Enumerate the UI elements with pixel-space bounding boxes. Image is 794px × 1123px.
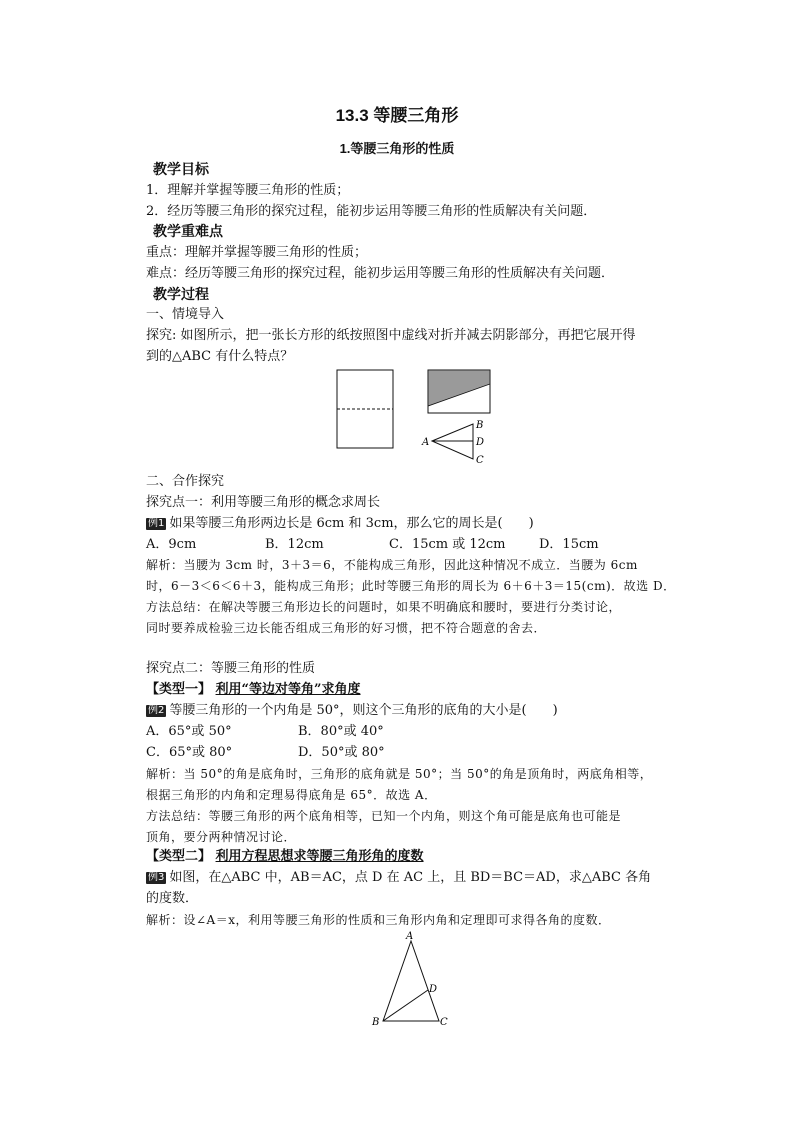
shaded-region [428,370,490,406]
example-1-option-d: D．15cm [539,537,599,552]
example-1-tag: 例1 [148,518,165,529]
page-subtitle: 1.等腰三角形的性质 [339,141,455,156]
example-2-analysis-2: 根据三角形的内角和定理易得底角是 65°．故选 A． [146,788,437,802]
explore-text-2: 到的△ABC 有什么特点？ [146,349,294,364]
goals-heading: 教学目标 [153,161,209,177]
example-2-summary-2: 顶角，要分两种情况讨论． [146,830,297,844]
key-difficulty: 难点：经历等腰三角形的探究过程，能初步运用等腰三角形的性质解决有关问题． [146,266,615,281]
goal-item-1: 1．理解并掌握等腰三角形的性质； [146,183,350,198]
triangle-abd-figure [365,928,455,1030]
example-2-tag: 例2 [148,705,165,716]
example-1-question: 例1 如果等腰三角形两边长是 6cm 和 3cm，那么它的周长是( ) [148,516,534,531]
example-2-option-a: A．65°或 50° [146,724,232,739]
process-heading: 教学过程 [153,286,209,302]
example-2-question: 例2 等腰三角形的一个内角是 50°，则这个三角形的底角的大小是( ) [148,703,558,718]
key-focus: 重点：理解并掌握等腰三角形的性质； [146,245,368,260]
label-d: D [476,437,485,448]
label-a: A [422,437,430,448]
example-3-tag: 例3 [148,872,165,883]
label-b-2: B [372,1017,380,1028]
example-3-question-1: 例3 如图，在△ABC 中，AB＝AC，点 D 在 AC 上，且 BD＝BC＝AD，求△ABC 各角 [148,870,652,885]
label-c: C [476,455,484,466]
section-2-heading: 二、合作探究 [146,474,225,489]
example-2-summary-1: 方法总结：等腰三角形的两个底角相等，已知一个内角，则这个角可能是底角也可能是 [146,809,622,823]
segment-bd [383,990,428,1021]
section-1-heading: 一、情境导入 [146,307,225,322]
example-2-option-d: D．50°或 80° [298,745,385,760]
point-1-heading: 探究点一：利用等腰三角形的概念求周长 [146,495,381,510]
page-title: 13.3 等腰三角形 [335,106,459,125]
example-1-summary-1: 方法总结：在解决等腰三角形边长的问题时，如果不明确底和腰时，要进行分类讨论， [146,600,622,614]
example-3-analysis: 解析：设∠A＝x，利用等腰三角形的性质和三角形内角和定理即可求得各角的度数． [146,913,611,927]
example-2-option-b: B．80°或 40° [298,724,384,739]
goal-item-2: 2．经历等腰三角形的探究过程，能初步运用等腰三角形的性质解决有关问题． [146,204,597,219]
example-1-analysis-1: 解析：当腰为 3cm 时，3＋3＝6，不能构成三角形，因此这种情况不成立．当腰为 6cm [146,558,638,572]
type-2-heading: 【类型二】 利用方程思想求等腰三角形角的度数 [146,849,424,864]
example-1-analysis-2: 时，6－3＜6＜6＋3，能构成三角形；此时等腰三角形的周长为 6＋6＋3＝15(cm)．故选 D． [146,579,676,593]
example-1-option-c: C．15cm 或 12cm [389,537,506,552]
label-a-2: A [406,931,414,942]
label-c-2: C [440,1017,448,1028]
key-heading: 教学重难点 [153,223,223,239]
example-2-option-c: C．65°或 80° [146,745,233,760]
label-d-2: D [429,984,438,995]
example-2-analysis-1: 解析：当 50°的角是底角时，三角形的底角就是 50°；当 50°的角是顶角时，两底角相等， [146,767,653,781]
example-1-option-b: B．12cm [265,537,324,552]
example-1-option-a: A．9cm [146,537,197,552]
label-b: B [476,420,484,431]
triangle-abc-2 [383,941,439,1021]
example-1-summary-2: 同时要养成检验三边长能否组成三角形的好习惯，把不符合题意的舍去． [146,621,547,635]
example-3-question-2: 的度数． [146,891,199,906]
explore-text-1: 探究: 如图所示，把一张长方形的纸按照图中虚线对折并减去阴影部分，再把它展开得 [146,328,636,343]
type-1-heading: 【类型一】 利用“等边对等角”求角度 [146,682,361,697]
paper-fold-figure [330,366,500,472]
point-2-heading: 探究点二：等腰三角形的性质 [146,661,316,676]
